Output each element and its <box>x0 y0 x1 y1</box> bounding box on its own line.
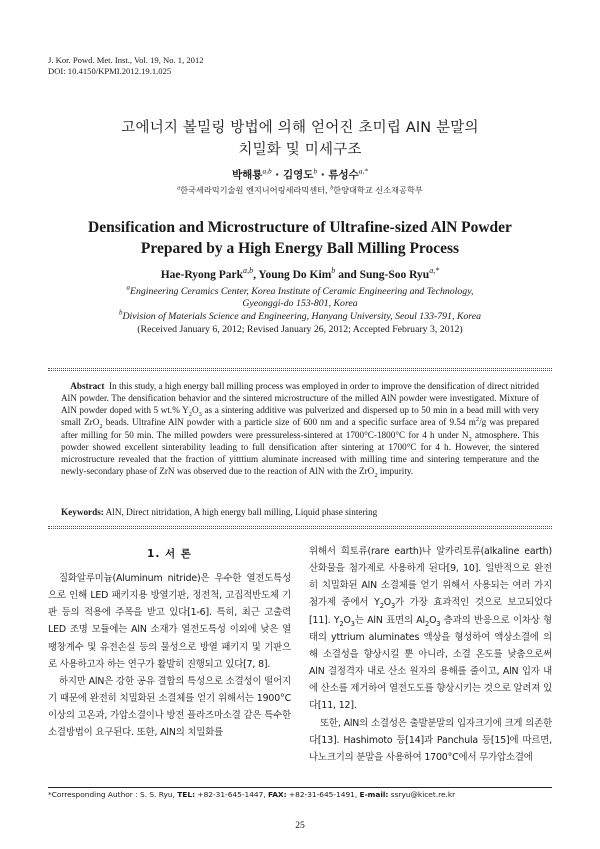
body-text: 층과의 반응으로 이차상 형태의 yttrium aluminates 액상을 형성하여 액상소결에 의해 소결성을 향상시킬 뿐 아니라, 소결 온도를 낮춤으로써 AlN 결정격자 내로 산소 원자의 용해를 줄이고, AlN 입자 내에 산소를 제거하여 열전도도를 향상시키는 것으로 알려져 있다[11, 12]. <box>309 614 553 712</box>
korean-author-3-sup: a,* <box>358 166 368 176</box>
keywords <box>61 506 539 518</box>
body-column-right <box>309 543 552 766</box>
abstract-text: O <box>192 405 199 416</box>
body-text: 는 AlN 표면의 Al <box>354 614 426 626</box>
body-text: O <box>429 614 437 626</box>
body-text: O <box>343 614 351 626</box>
keywords-label: Keywords: <box>61 507 104 517</box>
english-title-line1: Densification and Microstructure of Ultrafine-sized AlN Powder <box>88 219 512 236</box>
intro-paragraph-3: 또한, AlN의 소결성은 출발분말의 입자크기에 크게 의존한다[13]. Hashimoto 등[14]과 Panchula 등[15]에 따르면, 나노크기의 분말을 사용하여 1700°C에서 무가압소결에 <box>309 717 552 763</box>
english-affil-a-line2: Gyeonggi-do 153-801, Korea <box>242 298 358 310</box>
korean-authors <box>0 167 600 182</box>
english-title <box>0 217 600 259</box>
subscript: 2 <box>425 619 430 628</box>
subscript: 3 <box>198 411 202 419</box>
english-author-1-sup: a,b <box>243 266 254 276</box>
subscript: 2 <box>379 602 384 611</box>
intro-paragraph-1: 질화알루미늄(Aluminum nitride)은 우수한 열전도특성으로 인해 LED 패키지용 방열기판, 정전척, 고집적반도체 기판 등의 적용에 주목을 받고 있다[1-6]. 특히, 최근 고출력 LED 조명 모듈에는 AlN 소재가 열전도특성 이외에 낮은 열팽창계수 및 유전손실 등의 물성으로 방열 패키지 및 기판으로 사용하고자 하는 연구가 활발히 진행되고 있다[7, 8]. <box>48 573 291 670</box>
superscript: 2 <box>475 416 480 424</box>
english-affil-a-line1: Engineering Ceramics Center, Korea Institute of Ceramic Engineering and Technology, <box>129 286 474 297</box>
body-column-left <box>48 546 291 742</box>
subscript: 3 <box>390 602 396 611</box>
journal-header <box>48 55 204 77</box>
english-author-2-sup: b <box>331 266 336 276</box>
subscript: 2 <box>99 423 103 431</box>
abstract-text: beads. Ultrafine AlN powder with a particle size of 600 nm and a specific surface area of 9.54 m <box>102 417 476 428</box>
english-author-3: and Sung-Soo Ryu <box>335 269 430 281</box>
abstract <box>61 380 539 477</box>
body-text: 위해서 희토류(rare earth)나 알카리토류(alkaline earth) 산화물을 첨가제로 사용하게 된다[9, 10]. 일반적으로 완전히 치밀화된 AlN 소결체를 얻기 위해서 사용되는 여러 가지 첨가제 중에서 Y <box>309 546 552 609</box>
intro-paragraph-2: 하지만 AlN은 강한 공유 결합의 특성으로 소결성이 떨어지기 때문에 완전히 치밀화된 소결체를 얻기 위해서는 1900°C 이상의 고온과, 가압소결이나 방전 플라즈마소결 같은 특수한 소결방법이 요구된다. 또한, AlN의 치밀화를 <box>48 675 291 739</box>
korean-title <box>0 117 600 161</box>
abstract-text: atmosphere. This powder showed excellent sinterability leading to full densification after sintering at 1700°C for 4 h. However, the sintered microstructure revealed that the fraction of yitttium aluminate increased with milling time and sintering temperature and the newly-secondary phase of ZrN was observed due to the reaction of AlN with the ZrO <box>61 429 539 477</box>
korean-author-2-sup: b <box>313 166 318 176</box>
korean-author-1-sup: a,b <box>262 166 272 176</box>
body-text: O <box>383 597 391 609</box>
korean-author-1: 박해룡 <box>232 169 263 181</box>
subscript: 2 <box>468 435 472 443</box>
korean-affil-b: 한양대학교 신소재공학부 <box>333 185 423 195</box>
body-text: 가 가장 효과적인 것으로 보고되었다[11]. Y <box>309 597 552 626</box>
keywords-text: AlN, Direct nitridation, A high energy ball milling, Liquid phase sintering <box>103 507 378 517</box>
email-value: ssryu@kicet.re.kr <box>388 790 456 799</box>
author-separator: · <box>271 169 283 181</box>
footnote-label: *Corresponding Author : S. S. Ryu, <box>48 790 178 799</box>
footnote <box>48 790 455 799</box>
english-title-line2: Prepared by a High Energy Ball Milling Process <box>140 240 460 257</box>
email-label: E-mail: <box>359 790 389 799</box>
abstract-top-rule <box>48 370 552 371</box>
korean-title-line2: 치밀화 및 미세구조 <box>238 142 362 158</box>
english-affil-b-sup: b <box>119 309 123 317</box>
abstract-text: /g was prepared after milling for 50 min. The milled powders were pressureless-sintered at 1700°C-1800°C for 4 h under N <box>61 417 539 440</box>
abstract-bottom-rule <box>48 528 552 529</box>
abstract-label: Abstract <box>70 381 105 391</box>
subscript: 2 <box>339 619 344 628</box>
korean-affiliation <box>0 185 600 196</box>
english-affil-a-sup: a <box>126 284 130 292</box>
author-separator: · <box>317 169 329 181</box>
subscript: 2 <box>374 471 378 479</box>
abstract-text: as a sintering additive was pulverized and dispersed up to 50 min in a bead mill with very small ZrO <box>61 405 539 428</box>
received-dates: (Received January 6, 2012; Revised January 26, 2012; Accepted February 3, 2012) <box>137 324 463 335</box>
english-author-3-sup: a,* <box>429 266 440 276</box>
english-author-2: , Young Do Kim <box>253 269 332 281</box>
abstract-text: impurity. <box>377 466 414 477</box>
tel-value: +82-31-645-1447, <box>195 790 268 799</box>
subscript: 3 <box>436 619 441 628</box>
footnote-rule <box>48 787 552 788</box>
korean-affil-a-sup: a <box>177 185 181 192</box>
abstract-top-rule <box>48 368 552 369</box>
subscript: 2 <box>188 411 192 419</box>
korean-author-2: 김영도 <box>282 169 314 181</box>
korean-title-line1: 고에너지 볼밀링 방법에 의해 얻어진 초미립 AlN 분말의 <box>121 120 479 136</box>
abstract-text: In this study, a high energy ball milling process was employed in order to improve the densification of direct nitrided AlN powder. The densification behavior and the sintered microstructure of the milled AlN powder were investigated. Mixture of AlN powder doped with 5 wt.% Y <box>61 381 540 416</box>
english-author-1: Hae-Ryong Park <box>160 269 244 281</box>
intro-paragraph-2-cont <box>309 543 552 715</box>
english-authors <box>0 266 600 281</box>
english-affiliation <box>0 286 600 323</box>
journal-citation: J. Kor. Powd. Met. Inst., Vol. 19, No. 1, 2012 <box>48 55 204 65</box>
subscript: 3 <box>350 619 355 628</box>
korean-author-3: 류성수 <box>328 169 359 181</box>
fax-value: +82-31-645-1491, <box>286 790 360 799</box>
fax-label: FAX: <box>268 790 287 799</box>
page-number: 25 <box>295 820 305 831</box>
english-affil-b: Division of Materials Science and Engineering, Hanyang University, Seoul 133-791, Korea <box>122 310 481 322</box>
journal-doi: DOI: 10.4150/KPMI.2012.19.1.025 <box>48 66 172 76</box>
korean-affil-a: 한국세라믹기술원 엔지니어링세라믹센터, <box>180 185 331 195</box>
tel-label: TEL: <box>177 790 196 799</box>
section-heading-introduction: 1. 서 론 <box>147 548 192 560</box>
abstract-bottom-rule <box>48 526 552 527</box>
korean-affil-b-sup: b <box>330 185 334 192</box>
